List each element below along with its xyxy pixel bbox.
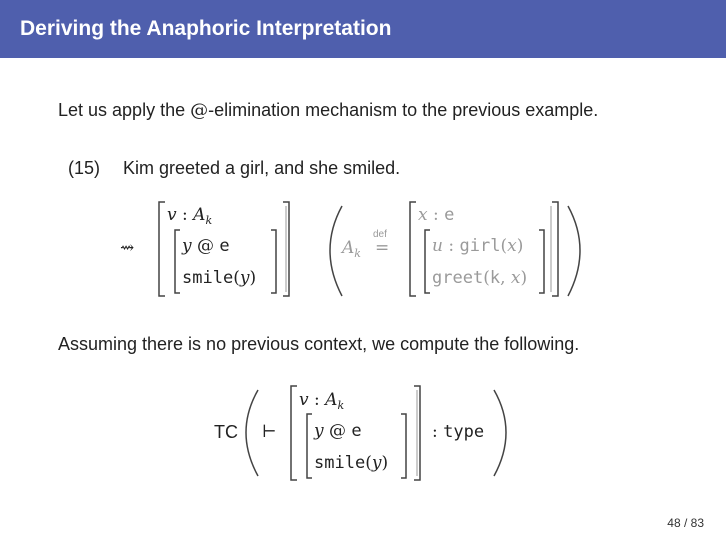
record-field-y: y @ e [182,236,230,256]
slide-title: Deriving the Anaphoric Interpretation [0,0,726,58]
tc-field-y: y @ e [314,421,362,441]
assume-text: Assuming there is no previous context, we compute the following. [58,334,580,354]
type-annotation: : type [432,422,485,442]
tc-field-smile: smile(y) [314,453,389,473]
def-field-u: u : girl(x) [432,236,524,256]
record-field-smile: smile(y) [182,268,257,288]
def-lhs: $A_k$ [342,238,361,260]
example-number: (15) [68,158,101,178]
def-label: def [373,229,387,240]
leadsto-arrow: ⇝ [120,238,135,258]
at-symbol: @ [190,100,209,121]
intro-suffix: -elimination mechanism to the previous example. [208,100,599,120]
page-number: 48 / 83 [667,516,704,530]
intro-prefix: Let us apply the [58,100,191,120]
turnstile: ⊢ [262,422,277,442]
tc-field-v: v : $A_k$ [299,390,345,412]
def-field-greet: greet(k, x) [432,268,528,288]
def-field-x: x : e [418,205,455,225]
tc-label: TC [214,422,238,442]
def-eq: = [375,238,390,258]
example-sentence: Kim greeted a girl, and she smiled. [123,158,401,178]
record-field-v: v : $A_k$ [167,205,213,227]
